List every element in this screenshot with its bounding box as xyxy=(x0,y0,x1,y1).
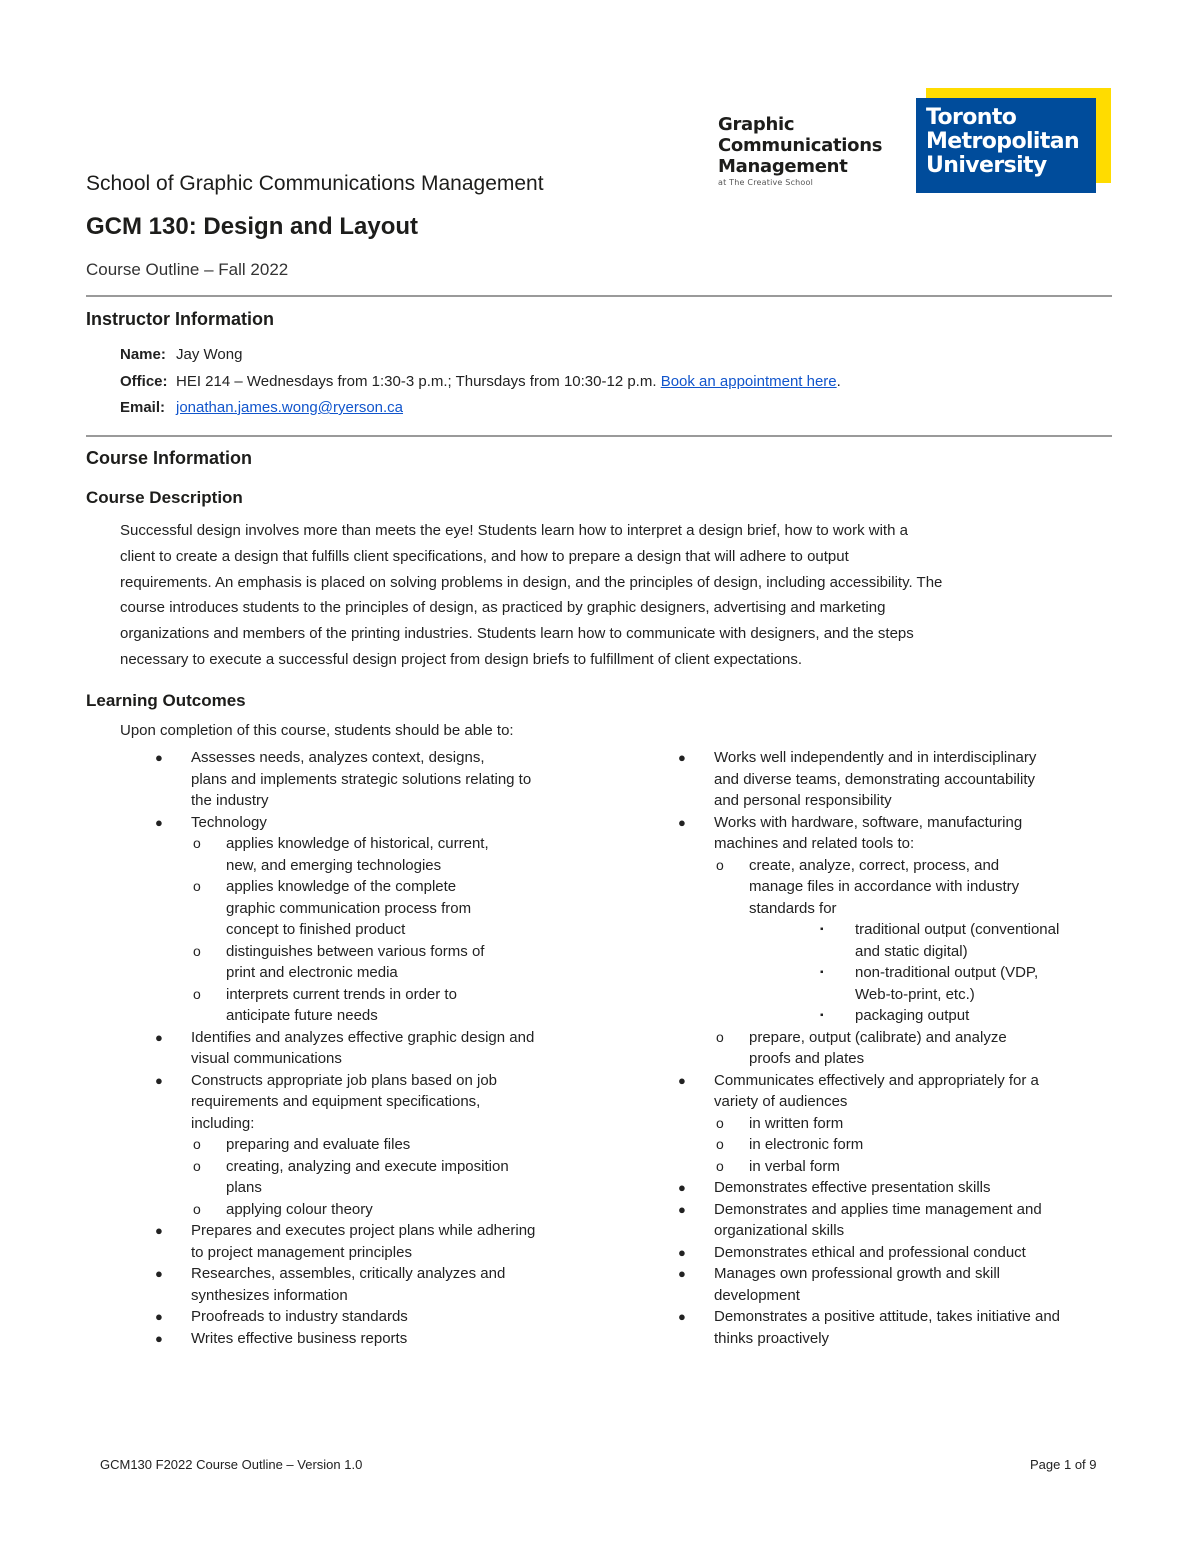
outcome-text: packaging output xyxy=(855,1007,970,1024)
instructor-email-row xyxy=(120,399,403,416)
outcome-text: Works with hardware, software, manufacturing machines and related tools to: xyxy=(714,813,1023,852)
outcome-item xyxy=(678,1242,1128,1264)
bullet: ● xyxy=(155,1266,163,1281)
school-name: School of Graphic Communications Management xyxy=(86,172,544,195)
outcomes-intro: Upon completion of this course, students should be able to: xyxy=(120,722,514,739)
outcome-text: non-traditional output (VDP, Web-to-print, etc.) xyxy=(855,964,1039,1003)
office-hours: HEI 214 – Wednesdays from 1:30-3 p.m.; Thursdays from 10:30-12 p.m. xyxy=(176,373,661,390)
description-line: course introduces students to the principles of design, as practiced by graphic designers, advertising and marketing xyxy=(120,599,886,617)
outcome-subitem xyxy=(155,1199,605,1221)
outcome-text: Works well independently and in interdisciplinary and diverse teams, demonstrating accountability and personal responsibility xyxy=(714,749,1037,809)
bullet: o xyxy=(193,942,201,959)
instructor-name-row xyxy=(120,346,242,363)
gcm-logo-line: Communications xyxy=(718,135,883,156)
outcome-item xyxy=(155,747,605,812)
outcome-subitem xyxy=(678,1027,1128,1070)
outcome-item xyxy=(155,1027,605,1070)
email-label: Email: xyxy=(120,399,166,416)
tmu-logo-line: Metropolitan xyxy=(926,129,1080,154)
bullet: ● xyxy=(678,1201,686,1217)
outcome-text: create, analyze, correct, process, and manage files in accordance with industry standards for xyxy=(749,856,1020,917)
description-line: requirements. An emphasis is placed on solving problems in design, and the principles of design, including accessibility. The xyxy=(120,573,943,591)
footer-page-number: Page 1 of 9 xyxy=(1030,1457,1097,1472)
outcome-text: Assesses needs, analyzes context, designs, plans and implements strategic solutions relating to the industry xyxy=(191,749,532,809)
bullet: ▪ xyxy=(820,967,824,978)
outcome-text: Manages own professional growth and skill development xyxy=(714,1265,1000,1304)
office-end: . xyxy=(836,373,841,390)
divider xyxy=(86,435,1112,437)
outcome-text: interprets current trends in order to anticipate future needs xyxy=(226,985,457,1024)
gcm-logo-tagline: at The Creative School xyxy=(718,178,814,187)
outcome-text: Demonstrates effective presentation skills xyxy=(714,1179,991,1196)
bullet: ● xyxy=(678,1072,686,1088)
bullet: ● xyxy=(678,1244,686,1260)
outcome-item xyxy=(678,1263,1128,1306)
bullet: ● xyxy=(678,1266,686,1281)
office-label: Office: xyxy=(120,373,168,390)
outcome-item xyxy=(678,1070,1128,1113)
outcome-subitem xyxy=(678,1156,1128,1178)
tmu-logo-blue-block xyxy=(916,98,1096,193)
outcome-subitem xyxy=(155,1156,605,1199)
outcomes-left-column xyxy=(155,747,605,1349)
bullet: o xyxy=(716,1136,724,1152)
gcm-logo xyxy=(718,114,908,187)
outcome-subsubitem xyxy=(678,962,1128,1005)
bullet: ● xyxy=(678,1309,686,1324)
description-line: Successful design involves more than meets the eye! Students learn how to interpret a design brief, how to work with a xyxy=(120,522,908,539)
outcome-item xyxy=(678,812,1128,855)
outcome-item xyxy=(155,1220,605,1263)
outcome-subsubitem xyxy=(678,919,1128,962)
outcome-item xyxy=(155,812,605,834)
outcome-text: Constructs appropriate job plans based on job requirements and equipment specifications, including: xyxy=(191,1071,498,1132)
outcome-text: applying colour theory xyxy=(226,1200,373,1218)
outcome-text: Writes effective business reports xyxy=(191,1329,408,1347)
email-link[interactable]: jonathan.james.wong@ryerson.ca xyxy=(176,399,404,416)
bullet: o xyxy=(716,1028,724,1045)
outcome-subsubitem xyxy=(678,1005,1128,1027)
outcome-text: in electronic form xyxy=(749,1136,864,1153)
outcomes-right-column xyxy=(678,747,1128,1349)
gcm-logo-line: Management xyxy=(718,156,848,177)
tmu-logo xyxy=(916,88,1111,193)
instructor-office-row xyxy=(120,373,841,390)
bullet: o xyxy=(193,878,201,894)
instructor-heading: Instructor Information xyxy=(86,309,274,329)
outcome-text: Demonstrates ethical and professional conduct xyxy=(714,1243,1026,1261)
course-info-heading: Course Information xyxy=(86,448,253,468)
outcome-subitem xyxy=(155,876,605,941)
page-subtitle: Course Outline – Fall 2022 xyxy=(86,260,289,279)
outcome-item xyxy=(155,1306,605,1328)
outcome-subitem xyxy=(155,1134,605,1156)
bullet: ● xyxy=(678,750,686,765)
outcome-subitem xyxy=(678,1113,1128,1135)
tmu-logo-line: Toronto xyxy=(926,105,1017,130)
bullet: o xyxy=(193,1136,201,1152)
outcome-text: Demonstrates a positive attitude, takes initiative and thinks proactively xyxy=(714,1308,1061,1347)
bullet: ● xyxy=(155,814,163,830)
outcome-text: Proofreads to industry standards xyxy=(191,1308,408,1325)
learning-outcomes-heading: Learning Outcomes xyxy=(86,691,246,710)
outcome-item xyxy=(678,1306,1128,1349)
outcome-item xyxy=(678,747,1128,812)
outcome-text: in written form xyxy=(749,1114,844,1132)
bullet: o xyxy=(193,1157,201,1174)
outcome-text: Technology xyxy=(191,813,267,831)
bullet: ● xyxy=(155,1309,163,1324)
bullet: ● xyxy=(155,1072,163,1088)
bullet: o xyxy=(716,1114,724,1131)
outcome-item xyxy=(155,1328,605,1350)
outcome-text: creating, analyzing and execute imposition plans xyxy=(226,1157,509,1196)
bullet: ● xyxy=(155,1029,163,1045)
outcome-text: Demonstrates and applies time management and organizational skills xyxy=(714,1200,1042,1239)
outcome-subitem xyxy=(155,984,605,1027)
bullet: ▪ xyxy=(820,1010,824,1021)
outcome-text: traditional output (conventional and static digital) xyxy=(855,921,1060,960)
page-title: GCM 130: Design and Layout xyxy=(86,213,419,240)
bullet: o xyxy=(193,985,201,1002)
outcome-subitem xyxy=(155,941,605,984)
bullet: ● xyxy=(155,750,163,765)
outcome-text: Researches, assembles, critically analyzes and synthesizes information xyxy=(191,1265,506,1304)
bullet: ● xyxy=(155,1330,163,1346)
bullet: ● xyxy=(678,814,686,830)
outcome-subitem xyxy=(678,855,1128,920)
outcome-subitem xyxy=(678,1134,1128,1156)
divider xyxy=(86,295,1112,297)
outcome-text: Prepares and executes project plans while adhering to project management principles xyxy=(191,1222,536,1261)
outcome-text: in verbal form xyxy=(749,1157,840,1175)
outcome-text: prepare, output (calibrate) and analyze proofs and plates xyxy=(749,1028,1007,1067)
outcome-subitem xyxy=(155,833,605,876)
description-line: client to create a design that fulfills client specifications, and how to prepare a design that will adhere to output xyxy=(120,547,849,565)
name-label: Name: xyxy=(120,346,166,363)
instructor-name: Jay Wong xyxy=(176,346,243,363)
course-description xyxy=(120,518,1090,673)
outcome-text: Communicates effectively and appropriately for a variety of audiences xyxy=(714,1071,1039,1110)
book-appointment-link[interactable]: Book an appointment here xyxy=(660,373,837,390)
bullet: o xyxy=(193,835,201,851)
tmu-logo-line: University xyxy=(926,153,1047,178)
bullet: o xyxy=(716,856,724,873)
bullet: ▪ xyxy=(820,924,824,935)
description-line: organizations and members of the printing industries. Students learn how to communicate with designers, and the steps xyxy=(120,625,914,643)
outcome-item xyxy=(155,1070,605,1135)
outcome-text: applies knowledge of the complete graphic communication process from concept to finished product xyxy=(226,878,472,938)
bullet: o xyxy=(716,1157,724,1174)
outcome-item xyxy=(155,1263,605,1306)
course-description-heading: Course Description xyxy=(86,488,243,507)
gcm-logo-line: Graphic xyxy=(718,114,795,135)
outcome-text: applies knowledge of historical, current, new, and emerging technologies xyxy=(226,835,489,874)
outcome-text: distinguishes between various forms of print and electronic media xyxy=(226,942,485,981)
description-line: necessary to execute a successful design project from design briefs to fulfillment of client expectations. xyxy=(120,650,803,668)
bullet: o xyxy=(193,1200,201,1217)
outcome-item xyxy=(678,1177,1128,1199)
outcome-text: Identifies and analyzes effective graphic design and visual communications xyxy=(191,1028,535,1067)
outcome-item xyxy=(678,1199,1128,1242)
footer-version: GCM130 F2022 Course Outline – Version 1.0 xyxy=(100,1457,363,1472)
bullet: ● xyxy=(155,1223,163,1238)
bullet: ● xyxy=(678,1180,686,1195)
outcome-text: preparing and evaluate files xyxy=(226,1136,411,1153)
